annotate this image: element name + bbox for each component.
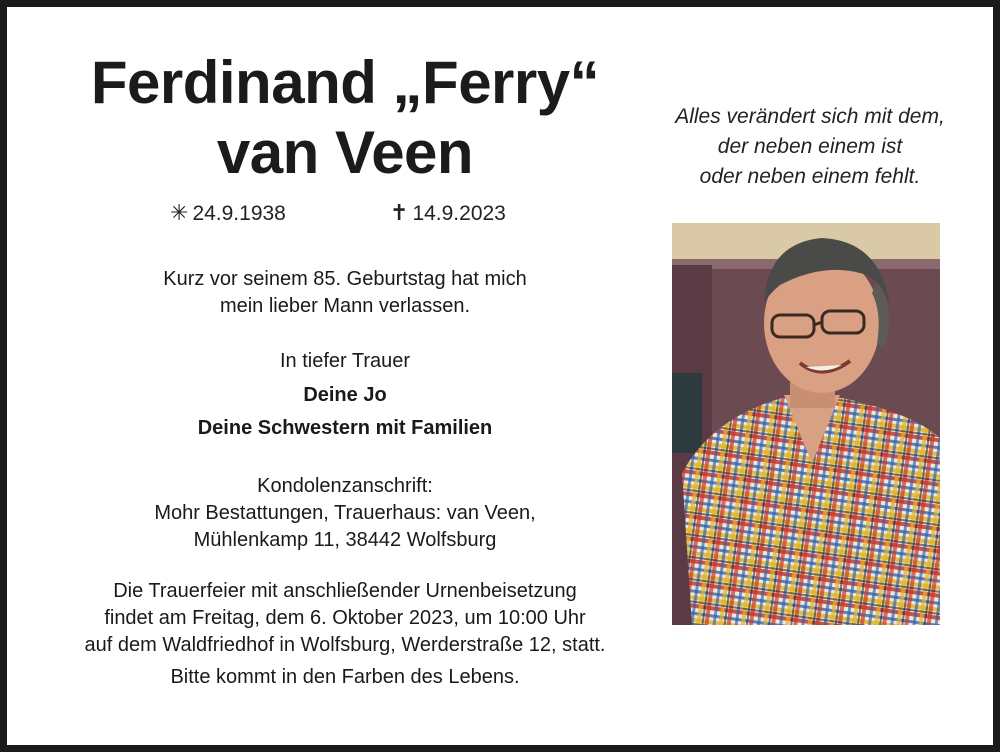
condolence-address [20, 473, 670, 554]
quote-line-2: der neben einem ist [717, 135, 903, 158]
death-date-value: 14.9.2023 [412, 202, 506, 225]
birth-date-value: 24.9.1938 [192, 202, 286, 225]
memorial-quote [640, 102, 980, 192]
death-date [390, 200, 506, 226]
condolence-heading: Kondolenzanschrift: [257, 475, 433, 497]
farewell-message [20, 266, 670, 320]
life-dates [20, 196, 670, 226]
mourners [20, 379, 670, 445]
funeral-line-3: auf dem Waldfriedhof in Wolfsburg, Werderstraße 12, statt. [84, 634, 606, 656]
name-line-2: van Veen [216, 119, 474, 186]
funeral-line-2: findet am Freitag, dem 6. Oktober 2023, um 10:00 Uhr [104, 607, 586, 629]
portrait-image [672, 223, 940, 625]
deceased-name [20, 48, 670, 188]
portrait-photo [672, 223, 940, 625]
funeral-details [20, 578, 670, 659]
quote-line-3: oder neben einem fehlt. [699, 165, 921, 188]
message-line-1: Kurz vor seinem 85. Geburtstag hat mich [163, 268, 527, 290]
name-line-1: Ferdinand „Ferry“ [90, 49, 600, 116]
quote-line-1: Alles verändert sich mit dem, [675, 105, 945, 128]
birth-date [170, 200, 286, 226]
message-line-2: mein lieber Mann verlassen. [219, 295, 471, 317]
mourner-1: Deine Jo [303, 384, 387, 406]
dress-code-note: Bitte kommt in den Farben des Lebens. [170, 666, 520, 688]
condolence-line-2: Mühlenkamp 11, 38442 Wolfsburg [193, 529, 497, 551]
mourning-intro: In tiefer Trauer [279, 350, 411, 372]
condolence-line-1: Mohr Bestattungen, Trauerhaus: van Veen, [154, 502, 536, 524]
birth-star-icon: ✳ [170, 200, 189, 225]
funeral-line-1: Die Trauerfeier mit anschließender Urnenbeisetzung [113, 580, 577, 602]
death-cross-icon: ✝ [390, 200, 409, 225]
mourner-2: Deine Schwestern mit Familien [197, 417, 493, 439]
notice-main-column [20, 48, 670, 691]
